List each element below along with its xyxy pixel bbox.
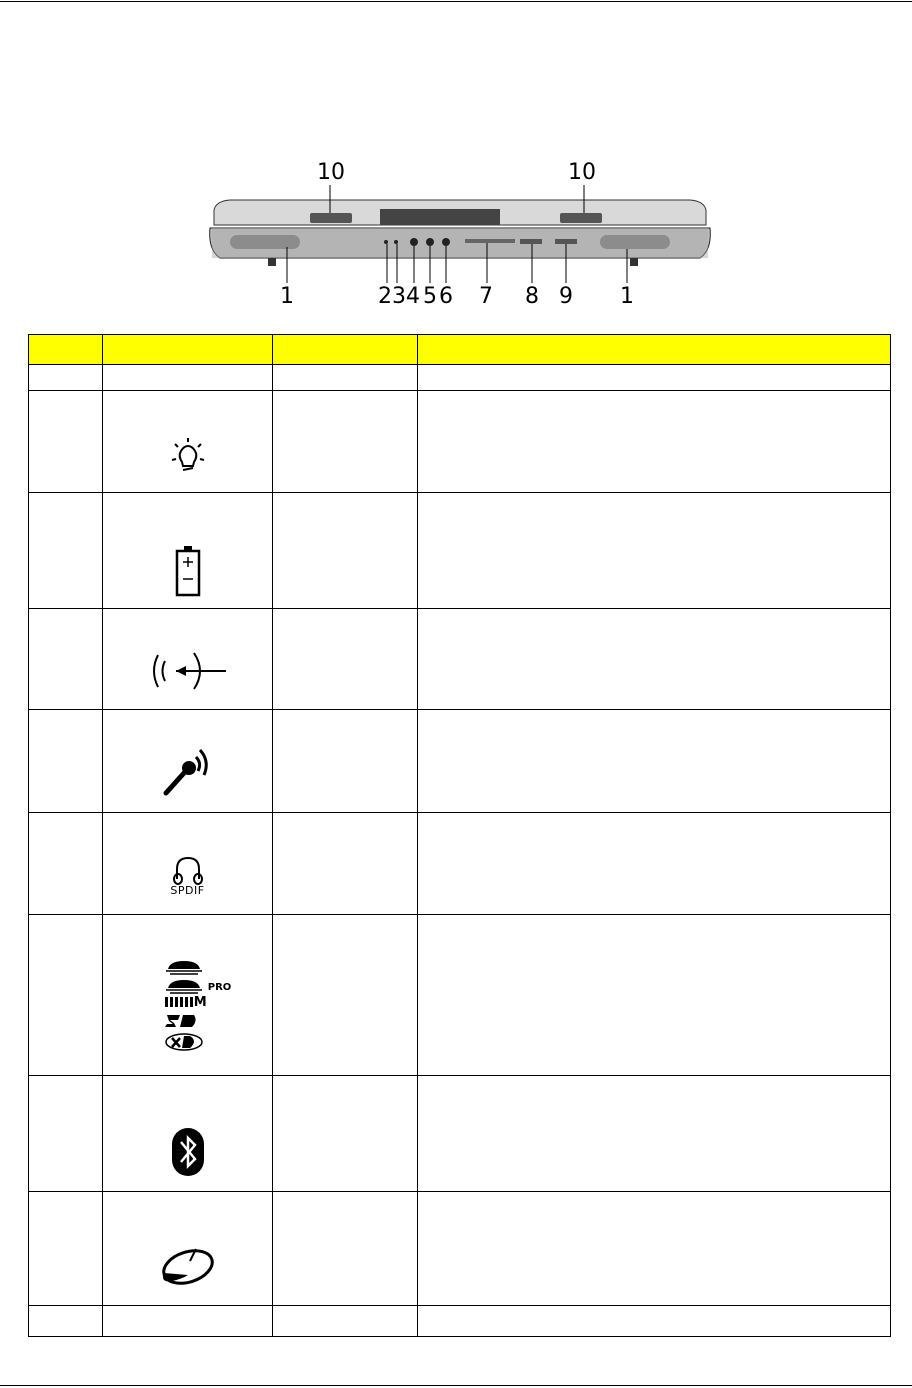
row-no: [29, 609, 103, 710]
row-no: [29, 493, 103, 609]
callout-4: 4: [406, 284, 420, 309]
row-item: [273, 915, 418, 1076]
table-row: [29, 710, 891, 813]
microphone-jack-icon: [162, 745, 214, 797]
callout-9: 9: [559, 284, 573, 309]
row-description: [418, 391, 891, 493]
callout-6: 6: [439, 284, 453, 309]
headphones-spdif-jack-icon: [170, 855, 206, 897]
row-description: [418, 813, 891, 915]
table-row: [29, 813, 891, 915]
row-description: [418, 710, 891, 813]
row-icon-cell: [103, 1192, 273, 1306]
row-icon-cell: [103, 1306, 273, 1337]
row-item: [273, 1306, 418, 1337]
table-row: [29, 493, 891, 609]
xd-card-icon: [164, 1032, 204, 1052]
callout-1-right: 1: [620, 284, 634, 309]
row-icon-cell: [103, 493, 273, 609]
top-rule: [0, 1, 912, 2]
table-row: [29, 1076, 891, 1192]
battery-indicator-icon: [174, 545, 202, 597]
row-description: [418, 609, 891, 710]
row-description: [418, 365, 891, 391]
row-icon-cell: [103, 391, 273, 493]
callout-3: 3: [392, 284, 406, 309]
row-icon-cell: [103, 915, 273, 1076]
row-icon-cell: [103, 609, 273, 710]
row-description: [418, 1076, 891, 1192]
wireless-switch-icon: [158, 1239, 218, 1287]
row-icon-cell: [103, 1076, 273, 1192]
row-no: [29, 915, 103, 1076]
header-icon: [103, 335, 273, 365]
table-row: [29, 915, 891, 1076]
table-row: [29, 365, 891, 391]
table-header-row: [29, 335, 891, 365]
table-row: [29, 1192, 891, 1306]
callout-10-left: 10: [317, 160, 345, 185]
row-description: [418, 1192, 891, 1306]
table-row: [29, 609, 891, 710]
row-no: [29, 1306, 103, 1337]
memory-stick-pro-icon: [164, 978, 232, 994]
row-no: [29, 710, 103, 813]
callout-10-right: 10: [568, 160, 596, 185]
row-icon-cell: [103, 365, 273, 391]
multimediacard-icon: [164, 996, 207, 1010]
row-no: [29, 1076, 103, 1192]
row-description: [418, 915, 891, 1076]
bluetooth-switch-icon: [170, 1126, 206, 1178]
laptop-front-view-figure: [200, 155, 720, 315]
row-item: [273, 1192, 418, 1306]
bottom-rule: [0, 1385, 912, 1386]
callout-1-left: 1: [280, 284, 294, 309]
row-no: [29, 1192, 103, 1306]
front-view-components-table: [28, 334, 891, 1337]
memory-stick-icon: [164, 958, 204, 976]
mmc-label: M: [193, 994, 207, 1010]
row-item: [273, 493, 418, 609]
row-no: [29, 365, 103, 391]
row-icon-cell: [103, 710, 273, 813]
row-description: [418, 1306, 891, 1337]
power-indicator-icon: [168, 436, 208, 480]
laptop-front-illustration: [200, 155, 720, 315]
ms-pro-label: PRO: [207, 981, 232, 993]
callout-2: 2: [378, 284, 392, 309]
row-no: [29, 813, 103, 915]
card-reader-icon: [164, 958, 232, 1052]
line-in-jack-icon: [148, 649, 228, 693]
callout-8: 8: [525, 284, 539, 309]
sd-card-icon: [164, 1012, 200, 1030]
row-item: [273, 365, 418, 391]
table-row: [29, 391, 891, 493]
table-row: [29, 1306, 891, 1337]
header-item: [273, 335, 418, 365]
row-item: [273, 710, 418, 813]
callout-7: 7: [479, 284, 493, 309]
row-description: [418, 493, 891, 609]
row-item: [273, 813, 418, 915]
header-no: [29, 335, 103, 365]
row-icon-cell: [103, 813, 273, 915]
spdif-label: SPDIF: [170, 883, 205, 897]
row-item: [273, 391, 418, 493]
callout-5: 5: [423, 284, 437, 309]
header-description: [418, 335, 891, 365]
row-no: [29, 391, 103, 493]
row-item: [273, 609, 418, 710]
row-item: [273, 1076, 418, 1192]
